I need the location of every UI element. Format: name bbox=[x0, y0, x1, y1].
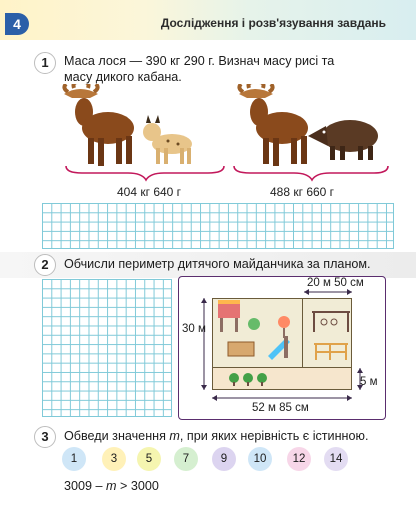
lynx-icon bbox=[143, 115, 192, 164]
slide-icon bbox=[268, 336, 290, 360]
braces bbox=[62, 164, 392, 182]
task-3-number: 3 bbox=[34, 426, 56, 448]
boar-icon bbox=[308, 120, 378, 160]
task-3-text: Обведи значення m, при яких нерівність є істинною. bbox=[64, 429, 369, 443]
section-title: Дослідження і розв'язування завдань bbox=[160, 16, 386, 30]
value-option-10[interactable]: 10 bbox=[248, 447, 272, 471]
task-1-text-line1: Маса лося — 390 кг 290 г. Визнач масу рисі та bbox=[64, 54, 335, 68]
brace-right-icon bbox=[234, 166, 388, 180]
bush-icon bbox=[248, 318, 260, 330]
plan-right-dimension: 5 м bbox=[360, 376, 378, 388]
left-mass-label: 404 кг 640 г bbox=[117, 185, 182, 199]
page-number: 4 bbox=[5, 13, 29, 35]
trees-icon bbox=[229, 373, 267, 386]
task-2-number: 2 bbox=[34, 254, 56, 276]
plan-top-dimension: 20 м 50 см bbox=[307, 277, 364, 289]
task-1-text-line2: масу дикого кабана. bbox=[64, 70, 182, 84]
moose-left-icon bbox=[64, 84, 134, 166]
value-option-1[interactable]: 1 bbox=[62, 447, 86, 471]
climbing-frame-icon bbox=[312, 312, 350, 332]
moose-right-icon bbox=[239, 84, 308, 166]
task-3-variable: m bbox=[169, 429, 180, 443]
task-1-number: 1 bbox=[34, 52, 56, 74]
brace-left-icon bbox=[66, 166, 224, 180]
right-mass-label: 488 кг 660 г bbox=[270, 185, 335, 199]
sign-icon bbox=[278, 316, 290, 338]
answer-grid-task2[interactable] bbox=[42, 279, 172, 417]
value-option-14[interactable]: 14 bbox=[324, 447, 348, 471]
value-option-9[interactable]: 9 bbox=[212, 447, 236, 471]
plan-left-dimension: 30 м bbox=[182, 323, 206, 335]
task-2-text: Обчисли периметр дитячого майданчика за планом. bbox=[64, 257, 371, 271]
monkey-bars-icon bbox=[314, 344, 348, 360]
value-option-12[interactable]: 12 bbox=[287, 447, 311, 471]
inequality: 3009 – m > 3000 bbox=[64, 479, 159, 493]
sandbox-icon bbox=[228, 342, 254, 356]
header-bar bbox=[0, 0, 416, 40]
plan-bottom-dimension: 52 м 85 см bbox=[252, 402, 309, 414]
plan-dimensions bbox=[178, 276, 386, 420]
value-option-3[interactable]: 3 bbox=[102, 447, 126, 471]
value-option-7[interactable]: 7 bbox=[174, 447, 198, 471]
answer-grid-task1[interactable] bbox=[42, 203, 394, 249]
slide-tower-icon bbox=[218, 300, 240, 332]
value-option-5[interactable]: 5 bbox=[137, 447, 161, 471]
